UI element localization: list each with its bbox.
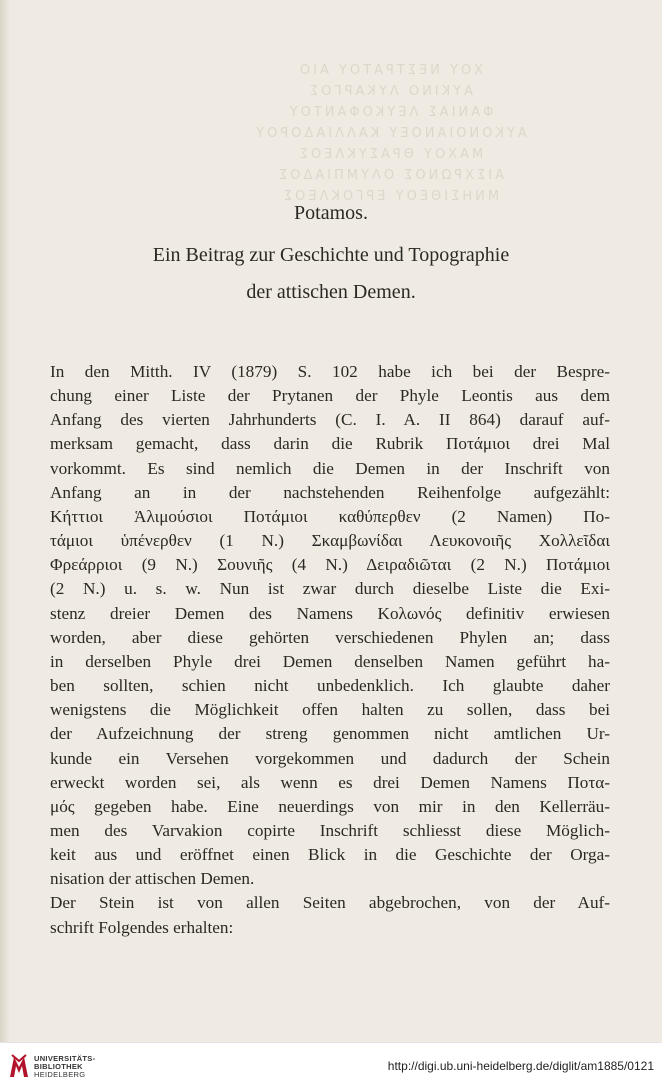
footer-bar <box>0 1042 662 1090</box>
text-line: kunde ein Versehen vorgekommen und dadurch der Schein <box>50 748 610 768</box>
text-line: stenz dreier Demen des Namens Κολωνός definitiv erwiesen <box>50 603 610 623</box>
text-line: schrift Folgendes erhalten: <box>50 917 234 937</box>
text-line: Der Stein ist von allen Seiten abgebrochen, von der Auf- <box>50 893 610 913</box>
text-line: nisation der attischen Demen. <box>50 869 255 889</box>
text-line: der Aufzeichnung der streng genommen nicht amtlichen Ur- <box>50 724 610 744</box>
logo-line-2: BIBLIOTHEK <box>34 1062 83 1071</box>
text-line: μός gegeben habe. Eine neuerdings von mir in den Kellerräu- <box>50 796 610 816</box>
text-line: keit aus und eröffnet einen Blick in die Geschichte der Orga- <box>50 845 610 865</box>
logo-line-3: HEIDELBERG <box>34 1070 86 1079</box>
text-line: Φρεάρριοι (9 N.) Σουνιῆς (4 N.) Δειραδιῶται (2 N.) Ποτάμιοι <box>50 555 610 575</box>
text-line: in derselben Phyle drei Demen denselben Namen geführt ha- <box>50 651 610 671</box>
text-line: wenigstens die Möglichkeit offen halten zu sollen, dass bei <box>50 700 610 720</box>
text-line: merksam gemacht, dass darin die Rubrik Ποτάμιοι drei Mal <box>50 434 610 454</box>
text-line: Anfang des vierten Jahrhunderts (C. I. A. II 864) darauf auf- <box>50 410 610 430</box>
text-line: chung einer Liste der Prytanen der Phyle Leontis aus dem <box>50 386 610 406</box>
body-paragraphs <box>50 360 610 940</box>
text-line: erweckt worden sei, als wenn es drei Demen Namens Ποτα- <box>50 772 610 792</box>
text-line: (2 N.) u. s. w. Nun ist zwar durch dieselbe Liste die Exi- <box>50 579 610 599</box>
text-line: Κήττιοι Ἁλιμούσιοι Ποτάμιοι καθύπερθεν (2 Namen) Πο- <box>50 506 610 526</box>
permalink-url[interactable]: http://digi.ub.uni-heidelberg.de/diglit/am1885/0121 <box>387 1059 654 1073</box>
article-subtitle-line1: Ein Beitrag zur Geschichte und Topographie <box>152 244 510 266</box>
logo-line-1: UNIVERSITÄTS- <box>34 1054 96 1063</box>
text-line: men des Varvakion copirte Inschrift schliesst diese Möglich- <box>50 820 610 840</box>
university-library-logo-icon <box>8 1053 30 1079</box>
text-line: vorkommt. Es sind nemlich die Demen in der Inschrift von <box>50 458 610 478</box>
article-subtitle-line2: der attischen Demen. <box>246 281 416 303</box>
text-line: τάμιοι ὑπένερθεν (1 N.) Σκαμβωνίδαι Λευκονοιῆς Χολλεῖδαι <box>50 531 610 551</box>
article-title: Potamos. <box>294 202 368 224</box>
library-logo-text <box>34 1055 95 1079</box>
text-line: Anfang an in der nachstehenden Reihenfolge aufgezählt: <box>50 482 610 502</box>
text-line: In den Mitth. IV (1879) S. 102 habe ich bei der Bespre- <box>50 362 610 381</box>
text-line: worden, aber diese gehörten verschiedenen Phylen an; dass <box>50 627 610 647</box>
show-through-text: ΧΟΥ ΝΕΣΤΡΑΤΟΥ ΑΙΟ ΑΥΚΙΝΟ ΛΥΚΑΡΓΟΣ ΦΑΝΙΑΣ ΛΕΥΚΟΦΑΝΤΟΥ ΑΥΚΟΝΟΙΑΝΟΕΥ ΚΑΛΛΙΑΔΟΡΟΥ ΜΑΧΟΥ ΘΡΑΣΥΚΛΕΟΣ ΑΙΣΧΡΩΝΟΣ ΟΛΥΜΠΙΑΔΟΣ ΜΝΗΣΙΘΕΟΥ ΕΡΓΟΚΛΕΟΣ <box>253 63 527 204</box>
page-edge-shadow <box>0 0 10 1042</box>
text-line: ben sollten, schien nicht unbedenklich. Ich glaubte daher <box>50 676 610 696</box>
